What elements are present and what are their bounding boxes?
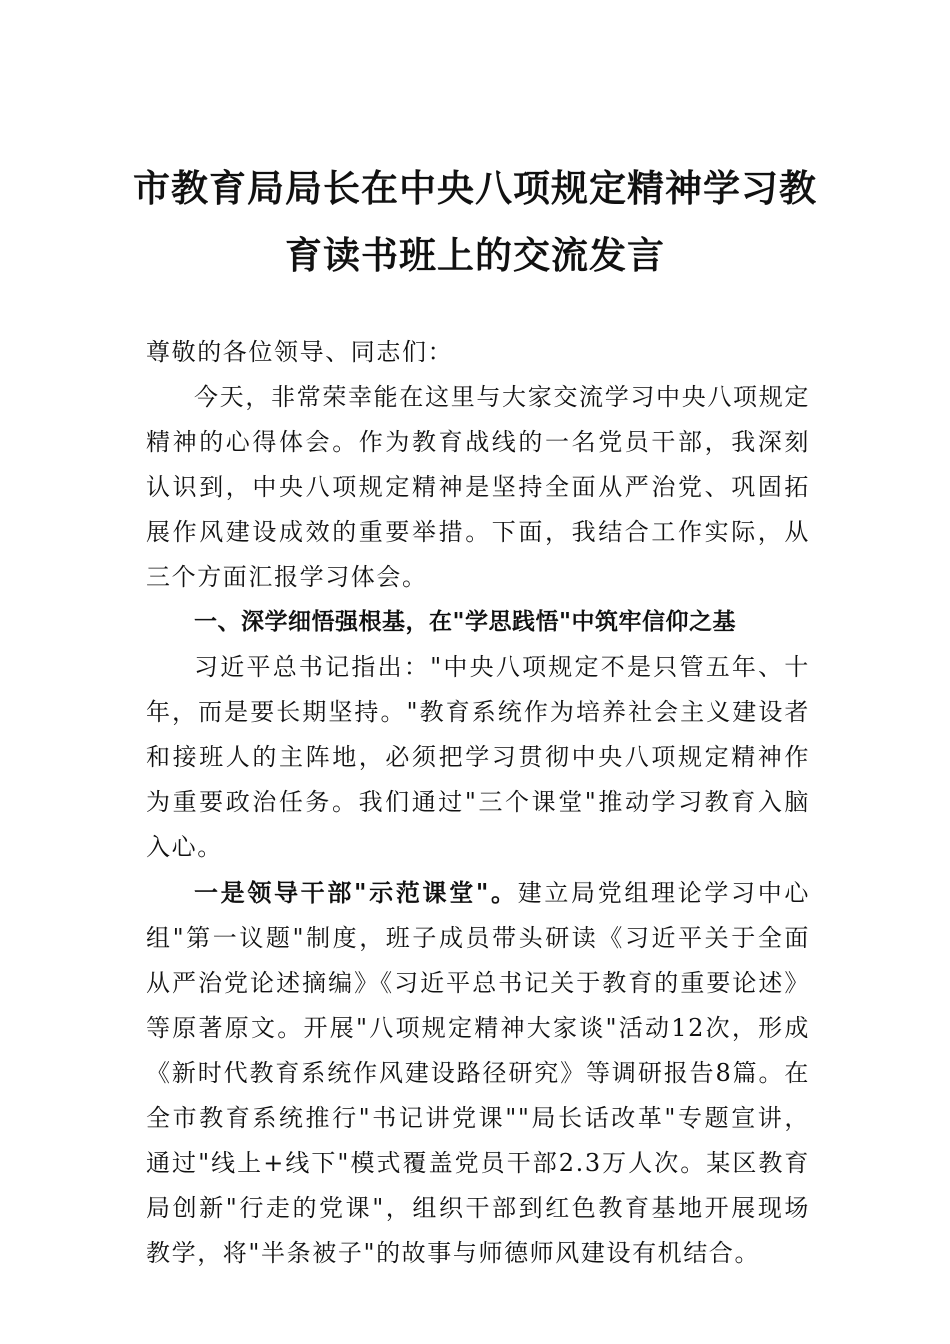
document-title-line-1: 市教育局局长在中央八项规定精神学习教 (133, 166, 817, 210)
section-1-paragraph-1: 习近平总书记指出："中央八项规定不是只管五年、十年，而是要长期坚持。"教育系统作为培养社会主义建设者和接班人的主阵地，必须把学习贯彻中央八项规定精神作为重要政治任务。我们通过"三个课堂"推动学习教育入脑入心。 (146, 653, 810, 861)
section-1-heading: 一、深学细悟强根基，在"学思践悟"中筑牢信仰之基 (194, 609, 736, 635)
point-1-lead: 一是领导干部"示范课堂"。 (194, 878, 518, 907)
section-1-point-1 (146, 870, 810, 1276)
intro-paragraph: 今天，非常荣幸能在这里与大家交流学习中央八项规定精神的心得体会。作为教育战线的一名党员干部，我深刻认识到，中央八项规定精神是坚持全面从严治党、巩固拓展作风建设成效的重要举措。下面，我结合工作实际，从三个方面汇报学习体会。 (146, 383, 810, 591)
document-body (146, 330, 810, 1276)
salutation: 尊敬的各位领导、同志们： (146, 338, 454, 366)
point-1-text: 建立局党组理论学习中心组"第一议题"制度，班子成员带头研读《习近平关于全面从严治党论述摘编》《习近平总书记关于教育的重要论述》等原著原文。开展"八项规定精神大家谈"活动12次，形成《新时代教育系统作风建设路径研究》等调研报告8篇。在全市教育系统推行"书记讲党课""局长话改革"专题宣讲，通过"线上+线下"模式覆盖党员干部2.3万人次。某区教育局创新"行走的党课"，组织干部到红色教育基地开展现场教学，将"半条被子"的故事与师德师风建设有机结合。 (146, 879, 810, 1267)
document-title-line-2: 育读书班上的交流发言 (285, 233, 665, 277)
